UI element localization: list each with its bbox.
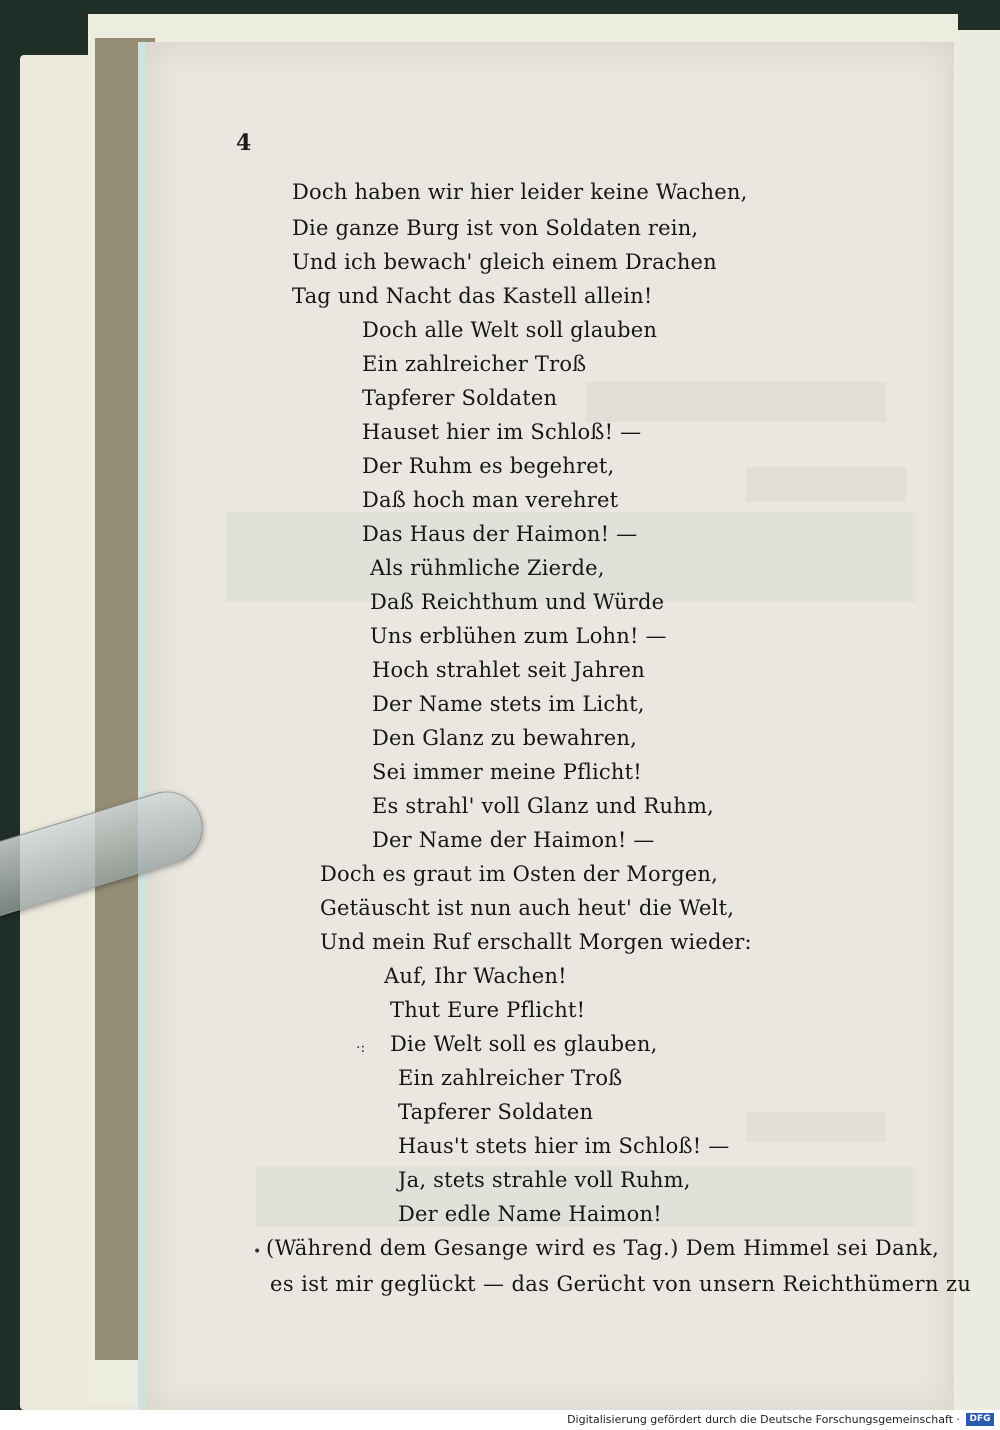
verse-line: Der edle Name Haimon! xyxy=(398,1202,662,1226)
verse-line: Daß hoch man verehret xyxy=(362,488,619,512)
verse-line: Hauset hier im Schloß! — xyxy=(362,420,642,444)
verse-line: Uns erblühen zum Lohn! — xyxy=(370,624,667,648)
prose-line: (Während dem Gesange wird es Tag.) Dem Himmel sei Dank, xyxy=(266,1236,940,1260)
verse-line: Als rühmliche Zierde, xyxy=(370,556,605,580)
verse-line: Es strahl' voll Glanz und Ruhm, xyxy=(372,794,714,818)
verse-line: Daß Reichthum und Würde xyxy=(370,590,665,614)
verse-line: Doch haben wir hier leider keine Wachen, xyxy=(292,180,748,204)
verse-line: Der Ruhm es begehret, xyxy=(362,454,615,478)
verse-line: Tag und Nacht das Kastell allein! xyxy=(292,284,653,308)
digitization-credit: Digitalisierung gefördert durch die Deutsche Forschungsgemeinschaft · xyxy=(567,1413,960,1426)
verse-line: Die Welt soll es glauben, xyxy=(390,1032,658,1056)
verse-line: Die ganze Burg ist von Soldaten rein, xyxy=(292,216,699,240)
bleed-through-block xyxy=(746,467,906,502)
verse-line: Ein zahlreicher Troß xyxy=(362,352,587,376)
bleed-through-block xyxy=(746,1112,886,1142)
verse-line: Ein zahlreicher Troß xyxy=(398,1066,623,1090)
page-number: 4 xyxy=(236,130,252,156)
verse-line: Auf, Ihr Wachen! xyxy=(384,964,567,988)
verse-line: Den Glanz zu bewahren, xyxy=(372,726,637,750)
verse-line: Sei immer meine Pflicht! xyxy=(372,760,642,784)
bleed-through-block xyxy=(586,382,886,422)
verse-line: Doch alle Welt soll glauben xyxy=(362,318,658,342)
verse-line: Der Name stets im Licht, xyxy=(372,692,645,716)
verse-line: Der Name der Haimon! — xyxy=(372,828,655,852)
dfg-logo: DFG xyxy=(966,1413,994,1426)
verse-line: Hoch strahlet seit Jahren xyxy=(372,658,645,682)
verse-line: Ja, stets strahle voll Ruhm, xyxy=(398,1168,691,1192)
margin-mark: • xyxy=(253,1244,262,1260)
verse-line: Thut Eure Pflicht! xyxy=(390,998,586,1022)
verse-line: Das Haus der Haimon! — xyxy=(362,522,638,546)
prose-line: es ist mir geglückt — das Gerücht von unsern Reichthümern zu xyxy=(270,1272,972,1296)
verse-line: Getäuscht ist nun auch heut' die Welt, xyxy=(320,896,735,920)
verse-line: Doch es graut im Osten der Morgen, xyxy=(320,862,718,886)
verse-line: Und ich bewach' gleich einem Drachen xyxy=(292,250,717,274)
verse-line: Tapferer Soldaten xyxy=(362,386,558,410)
verse-line: Haus't stets hier im Schloß! — xyxy=(398,1134,730,1158)
margin-mark: ·: xyxy=(356,1040,366,1056)
verse-line: Und mein Ruf erschallt Morgen wieder: xyxy=(320,930,752,954)
verse-line: Tapferer Soldaten xyxy=(398,1100,594,1124)
